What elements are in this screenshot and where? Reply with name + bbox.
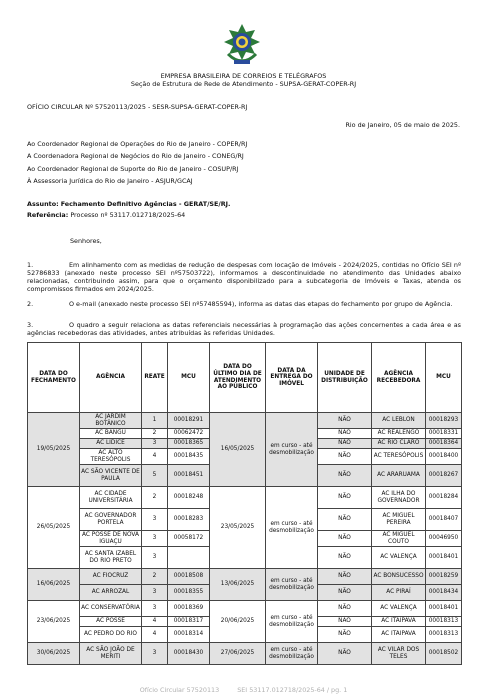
cell-ultimo-dia: 20/06/2025 (210, 601, 266, 643)
cell-agencia: AC ARROZAL (80, 585, 142, 601)
cell-mcu: 00018430 (168, 643, 210, 665)
cell-agencia: AC SANTA IZABEL DO RIO PRETO (80, 547, 142, 569)
cell-reate: 3 (142, 439, 168, 449)
cell-recebedora: AC REALENGO (372, 429, 426, 439)
paragraph-number: 2. (27, 300, 34, 308)
cell-ultimo-dia: 23/05/2025 (210, 487, 266, 569)
col-header-agencia: AGÊNCIA (80, 343, 142, 413)
cell-reate: 4 (142, 617, 168, 627)
cell-entrega: em curso - até desmobilização (266, 643, 318, 665)
cell-fechamento: 23/06/2025 (28, 601, 80, 643)
cell-entrega: em curso - até desmobilização (266, 487, 318, 569)
cell-entrega: em curso - até desmobilização (266, 413, 318, 487)
col-header-distribuicao: UNIDADE DE DISTRIBUIÇÃO (318, 343, 372, 413)
org-name: EMPRESA BRASILEIRA DE CORREIOS E TELÉGRAFOS (160, 72, 327, 80)
footer-page-ref: SEI 53117.012718/2025-64 / pg. 1 (237, 686, 348, 694)
cell-agencia: AC FIOCRUZ (80, 569, 142, 585)
table-header-row (28, 343, 462, 413)
cell-fechamento: 19/05/2025 (28, 413, 80, 487)
cell-mcu: 00058172 (168, 531, 210, 547)
col-header-mcu-recebedora: MCU (426, 343, 462, 413)
cell-mcu: 00018508 (168, 569, 210, 585)
cell-mcu-recebedora: 00018434 (426, 585, 462, 601)
table-row (28, 487, 462, 509)
cell-agencia: AC GOVERNADOR PORTELA (80, 509, 142, 531)
cell-mcu-recebedora: 00018313 (426, 617, 462, 627)
paragraph-number: 1. (27, 261, 34, 269)
cell-agencia: AC CIDADE UNIVERSITÁRIA (80, 487, 142, 509)
cell-mcu-recebedora: 00018293 (426, 413, 462, 429)
cell-reate: 2 (142, 487, 168, 509)
cell-distribuicao: NÃO (318, 547, 372, 569)
reference-label: Referência: (27, 211, 69, 219)
cell-mcu-recebedora: 00046950 (426, 531, 462, 547)
cell-mcu-recebedora: 00018313 (426, 627, 462, 643)
cell-mcu-recebedora: 00018401 (426, 547, 462, 569)
cell-mcu-recebedora: 00018284 (426, 487, 462, 509)
greeting: Senhores, (70, 237, 102, 245)
cell-recebedora: AC LEBLON (372, 413, 426, 429)
table-row (28, 569, 462, 585)
cell-mcu: 00018291 (168, 413, 210, 429)
paragraph-text: O e-mail (anexado neste processo SEI nº57485594), informa as datas das etapas do fechamento por grupo de Agência. (69, 300, 453, 308)
cell-agencia: AC BANGU (80, 429, 142, 439)
cell-distribuicao: NÃO (318, 439, 372, 449)
cell-mcu-recebedora: 00018400 (426, 449, 462, 465)
cell-reate: 2 (142, 569, 168, 585)
cell-reate: 4 (142, 449, 168, 465)
section-name: Seção de Estrutura de Rede de Atendimento - SUPSA-GERAT-COPER-RJ (130, 80, 357, 88)
cell-distribuicao: NÃO (318, 601, 372, 617)
cell-recebedora: AC RIO CLARO (372, 439, 426, 449)
subject-label: Assunto: (27, 200, 59, 208)
cell-mcu: 00018365 (168, 439, 210, 449)
table-row (28, 601, 462, 617)
paragraph-text: O quadro a seguir relaciona as datas referenciais necessárias à programação das ações concernentes a cada área e as agências recebedoras das atividades, antes atribuídas às referidas Unidades. (27, 321, 461, 337)
cell-mcu-recebedora: 00018401 (426, 601, 462, 617)
col-header-entrega: DATA DA ENTREGA DO IMÓVEL (266, 343, 318, 413)
cell-mcu-recebedora: 00018267 (426, 465, 462, 487)
paragraph-2 (27, 300, 461, 308)
cell-ultimo-dia: 13/06/2025 (210, 569, 266, 601)
cell-reate: 3 (142, 509, 168, 531)
cell-mcu-recebedora: 00018331 (426, 429, 462, 439)
cell-fechamento: 16/06/2025 (28, 569, 80, 601)
cell-recebedora: AC ARARUAMA (372, 465, 426, 487)
cell-reate: 3 (142, 547, 168, 569)
cell-distribuicao: NÃO (318, 531, 372, 547)
table-row (28, 413, 462, 429)
cell-ultimo-dia: 16/05/2025 (210, 413, 266, 487)
cell-agencia: AC PEDRO DO RIO (80, 627, 142, 643)
cell-recebedora: AC VALENÇA (372, 547, 426, 569)
cell-ultimo-dia: 27/06/2025 (210, 643, 266, 665)
cell-recebedora: AC PIRAÍ (372, 585, 426, 601)
cell-reate: 1 (142, 413, 168, 429)
cell-mcu-recebedora: 00018259 (426, 569, 462, 585)
page-footer (0, 686, 487, 694)
col-header-recebedora: AGÊNCIA RECEBEDORA (372, 343, 426, 413)
coat-of-arms-seal (222, 24, 262, 68)
addressee-asjur: À Assessoria Jurídica do Rio de Janeiro - ASJUR/GCAJ (27, 177, 193, 185)
cell-recebedora: AC ITAIPAVA (372, 627, 426, 643)
col-header-ultimo-dia: DATA DO ÚLTIMO DIA DE ATENDIMENTO AO PÚBLICO (210, 343, 266, 413)
cell-fechamento: 30/06/2025 (28, 643, 80, 665)
cell-mcu: 00018314 (168, 627, 210, 643)
cell-mcu: 00018355 (168, 585, 210, 601)
cell-recebedora: AC ILHA DO GOVERNADOR (372, 487, 426, 509)
cell-distribuicao: NÃO (318, 449, 372, 465)
cell-mcu: 00018248 (168, 487, 210, 509)
cell-agencia: AC CONSERVATÓRIA (80, 601, 142, 617)
cell-agencia: AC JARDIM BOTÂNICO (80, 413, 142, 429)
cell-mcu-recebedora: 00018407 (426, 509, 462, 531)
addressee-coneg: A Coordenadora Regional de Negócios do Rio de Janeiro - CONEG/RJ (27, 152, 244, 160)
paragraph-text: Em alinhamento com as medidas de redução de despesas com locação de Imóveis - 2024/2025, contidas no Ofício SEI nº 52786833 (anexado neste processo SEI nº57503722), informamos a descontinuidade no atendimento das Unidades abaixo relacionadas, contribuindo assim, para que o orçamento disponibilizado para a subcategoria de Imóveis e Taxas, atenda os compromissos firmados em 2024/2025. (27, 261, 461, 293)
addressee-cosup: Ao Coordenador Regional de Suporte do Rio de Janeiro - COSUP/RJ (27, 165, 239, 173)
cell-reate: 3 (142, 531, 168, 547)
oficio-number: OFÍCIO CIRCULAR Nº 57520113/2025 - SESR-SUPSA-GERAT-COPER-RJ (27, 103, 248, 111)
paragraph-1 (27, 261, 461, 293)
cell-entrega: em curso - até desmobilização (266, 569, 318, 601)
paragraph-number: 3. (27, 321, 34, 329)
cell-entrega: em curso - até desmobilização (266, 601, 318, 643)
cell-reate: 3 (142, 585, 168, 601)
subject-text: Fechamento Definitivo Agências - GERAT/SE/RJ. (60, 200, 231, 208)
cell-agencia: AC ALTO TERESÓPOLIS (80, 449, 142, 465)
cell-fechamento: 26/05/2025 (28, 487, 80, 569)
cell-distribuicao: NÃO (318, 585, 372, 601)
col-header-mcu: MCU (168, 343, 210, 413)
cell-distribuicao: NÃO (318, 429, 372, 439)
cell-agencia: AC SÃO VICENTE DE PAULA (80, 465, 142, 487)
cell-mcu: 00018369 (168, 601, 210, 617)
cell-agencia: AC POSSE (80, 617, 142, 627)
footer-doc-ref: Ofício Circular 57520113 (139, 686, 220, 694)
subject-line (27, 200, 230, 208)
cell-distribuicao: NÃO (318, 413, 372, 429)
cell-mcu (168, 547, 210, 569)
cell-reate: 3 (142, 601, 168, 617)
cell-recebedora: AC BONSUCESSO (372, 569, 426, 585)
cell-distribuicao: NÃO (318, 487, 372, 509)
addressee-coper: Ao Coordenador Regional de Operações do Rio de Janeiro - COPER/RJ (27, 140, 248, 148)
cell-distribuicao: NÃO (318, 627, 372, 643)
reference-text: Processo nº 53117.012718/2025-64 (70, 211, 186, 219)
document-date: Rio de Janeiro, 05 de maio de 2025. (345, 121, 460, 129)
cell-agencia: AC POSSE DE NOVA IGUAÇU (80, 531, 142, 547)
cell-recebedora: AC VILAR DOS TELES (372, 643, 426, 665)
cell-mcu-recebedora: 00018364 (426, 439, 462, 449)
paragraph-3 (27, 321, 461, 337)
cell-distribuicao: NÃO (318, 509, 372, 531)
cell-mcu-recebedora: 00018502 (426, 643, 462, 665)
reference-line (27, 211, 185, 219)
cell-agencia: AC SÃO JOÃO DE MERITI (80, 643, 142, 665)
cell-recebedora: AC VALENÇA (372, 601, 426, 617)
col-header-reate: REATE (142, 343, 168, 413)
cell-recebedora: AC MIGUEL PEREIRA (372, 509, 426, 531)
cell-mcu: 00018451 (168, 465, 210, 487)
cell-mcu: 00062472 (168, 429, 210, 439)
cell-distribuicao: NÃO (318, 643, 372, 665)
cell-recebedora: AC ITAIPAVA (372, 617, 426, 627)
cell-reate: 5 (142, 465, 168, 487)
cell-reate: 3 (142, 643, 168, 665)
closures-table (27, 342, 462, 665)
cell-reate: 2 (142, 429, 168, 439)
cell-distribuicao: NÃO (318, 617, 372, 627)
cell-mcu: 00018317 (168, 617, 210, 627)
cell-recebedora: AC TERESÓPOLIS (372, 449, 426, 465)
cell-reate: 4 (142, 627, 168, 643)
table-row (28, 643, 462, 665)
cell-agencia: AC LÍDICE (80, 439, 142, 449)
cell-mcu: 00018435 (168, 449, 210, 465)
cell-distribuicao: NÃO (318, 465, 372, 487)
cell-mcu: 00018283 (168, 509, 210, 531)
col-header-fechamento: DATA DO FECHAMENTO (28, 343, 80, 413)
cell-distribuicao: NÃO (318, 569, 372, 585)
cell-recebedora: AC MIGUEL COUTO (372, 531, 426, 547)
